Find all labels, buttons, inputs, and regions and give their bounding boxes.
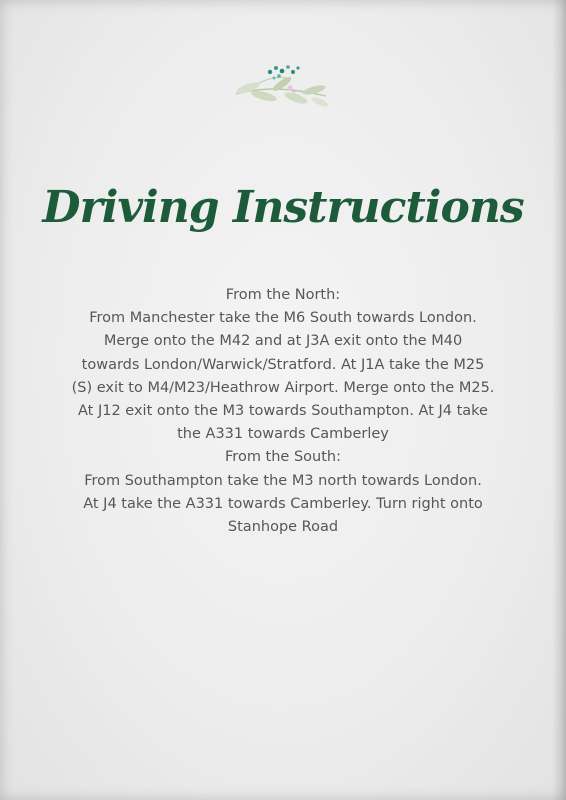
directions-line: the A331 towards Camberley — [177, 426, 389, 443]
directions-line: (S) exit to M4/M23/Heathrow Airport. Merge onto the M25. — [71, 379, 495, 396]
botanical-sprig-icon — [230, 58, 334, 110]
directions-text — [50, 284, 516, 539]
directions-line: towards London/Warwick/Stratford. At J1A take the M25 — [81, 356, 485, 373]
directions-line: From Manchester take the M6 South towards London. — [89, 310, 477, 327]
section-heading-south: From the South: — [225, 449, 341, 466]
directions-line: At J12 exit onto the M3 towards Southampton. At J4 take — [78, 403, 488, 420]
directions-line: Merge onto the M42 and at J3A exit onto the M40 — [103, 333, 463, 350]
page-title: Driving Instructions — [42, 182, 524, 233]
section-heading-north: From the North: — [225, 287, 341, 303]
directions-line: From Southampton take the M3 north towards London. — [84, 472, 482, 489]
directions-line: At J4 take the A331 towards Camberley. Turn right onto — [83, 495, 483, 512]
directions-line: Stanhope Road — [227, 519, 339, 536]
